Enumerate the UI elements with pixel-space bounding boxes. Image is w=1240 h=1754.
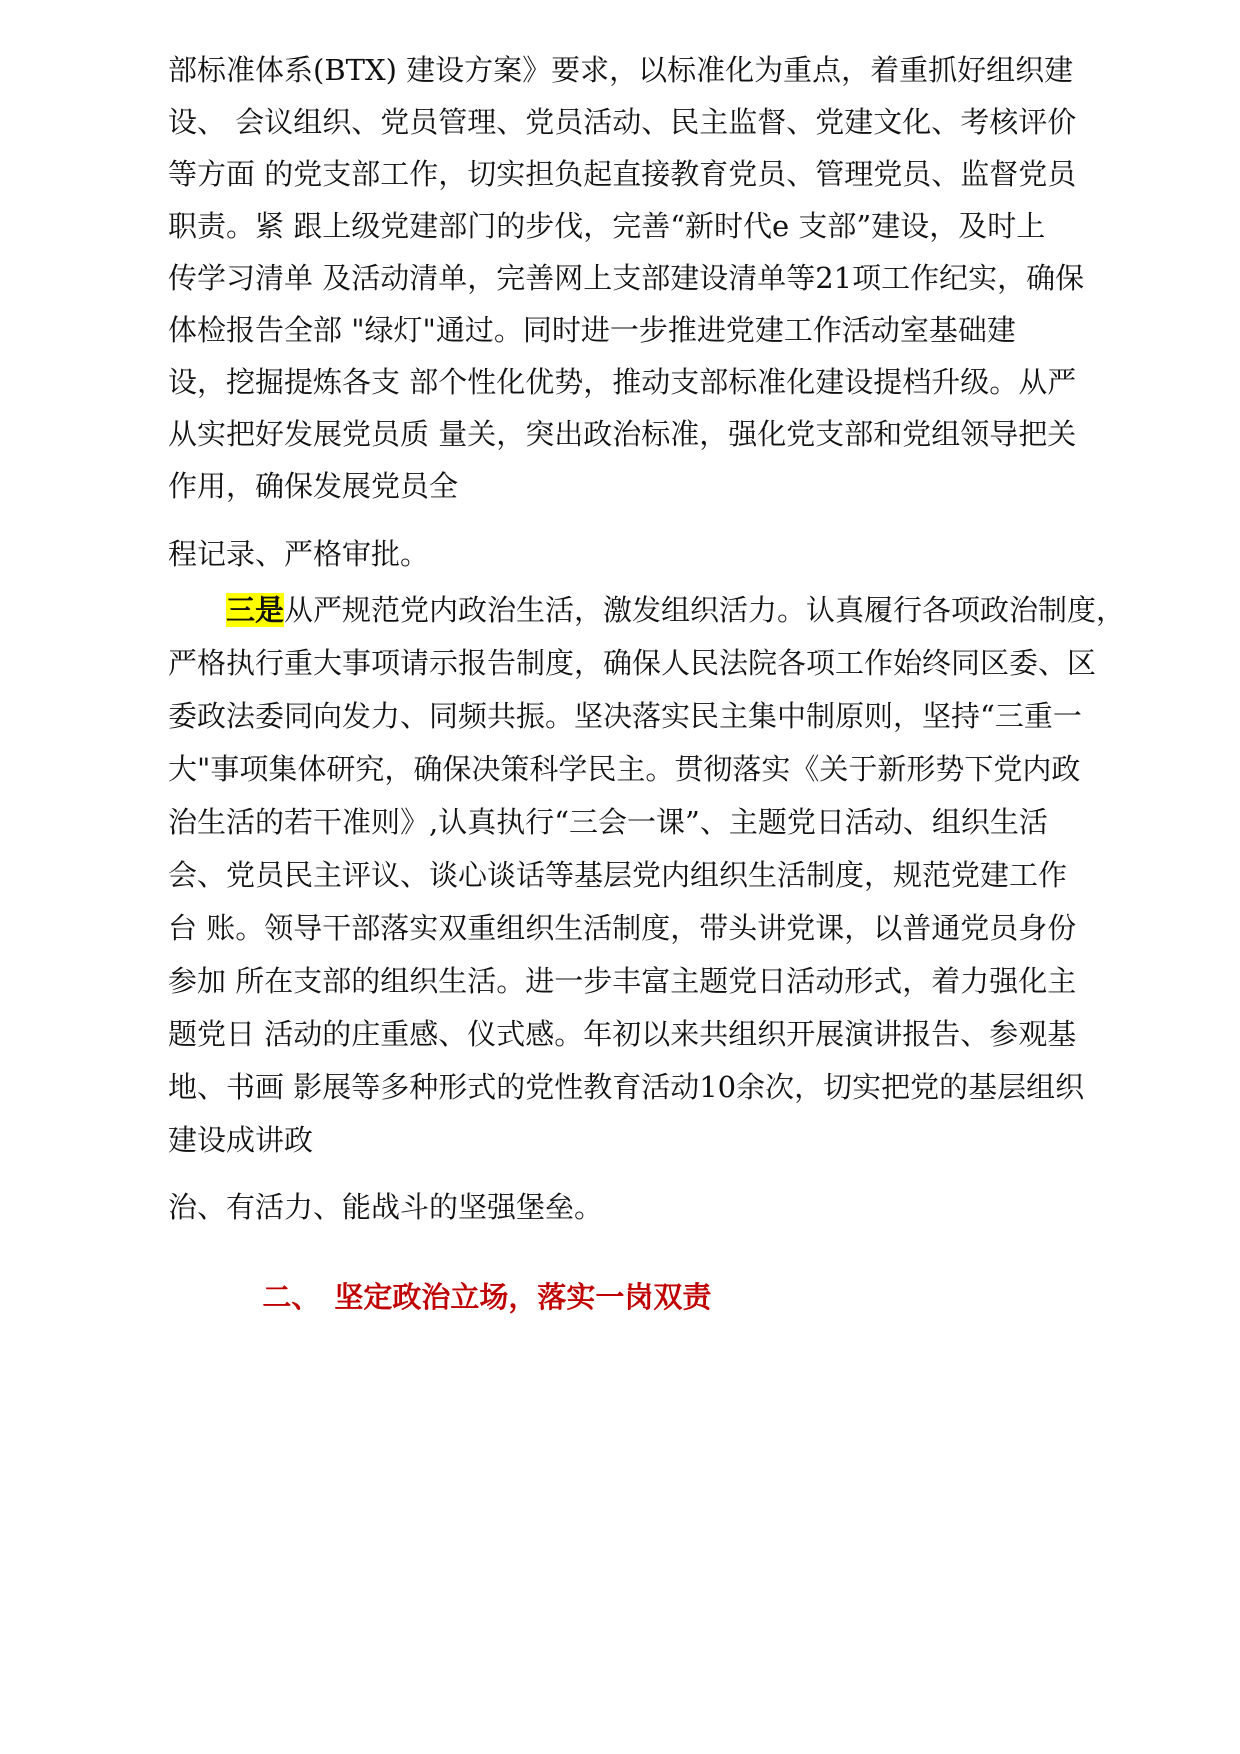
para1-line-8: 从实把好发展党员质 量关，突出政治标准，强化党支部和党组领导把关	[168, 417, 1077, 451]
section-heading-text: 坚定政治立场，落实一岗双责	[334, 1280, 712, 1314]
section-marker-highlight: 三是	[226, 593, 285, 627]
para1-line-6: 体检报告全部 "绿灯"通过。同时进一步推进党建工作活动室基础建	[168, 313, 1016, 347]
section-heading	[222, 1243, 711, 1351]
para2-line-11: 建设成讲政	[168, 1123, 314, 1157]
para2-first-line	[226, 592, 1125, 628]
para2-line-6: 会、党员民主评议、谈心谈话等基层党内组织生活制度，规范党建工作	[168, 858, 1068, 892]
para2-line-2: 严格执行重大事项请示报告制度，确保人民法院各项工作始终同区委、区	[168, 646, 1097, 680]
para1-line-9: 作用，确保发展党员全	[168, 469, 459, 503]
para2-line-7: 台 账。领导干部落实双重组织生活制度，带头讲党课，以普通党员身份	[168, 911, 1077, 945]
para1-line-4: 职责。紧 跟上级党建部门的步伐，完善“新时代e 支部”建设，及时上	[168, 209, 1046, 243]
para2-line-12: 治、有活力、能战斗的坚强堡垒。	[168, 1190, 604, 1224]
para2-line-3: 委政法委同向发力、同频共振。坚决落实民主集中制原则，坚持“三重一	[168, 699, 1082, 733]
para2-line-4: 大"事项集体研究，确保决策科学民主。贯彻落实《关于新形势下党内政	[168, 752, 1081, 786]
para2-line-10: 地、书画 影展等多种形式的党性教育活动10余次，切实把党的基层组织	[168, 1070, 1085, 1104]
para2-line-8: 参加 所在支部的组织生活。进一步丰富主题党日活动形式，着力强化主	[168, 964, 1077, 998]
para1-line-10: 程记录、严格审批。	[168, 537, 430, 571]
section-heading-number: 二、	[262, 1280, 321, 1314]
para2-first-line-text: 从严规范党内政治生活，激发组织活力。认真履行各项政治制度，	[284, 593, 1126, 627]
para1-line-1: 部标准体系(BTX) 建设方案》要求，以标准化为重点，着重抓好组织建	[168, 53, 1074, 87]
para2-line-9: 题党日 活动的庄重感、仪式感。年初以来共组织开展演讲报告、参观基	[168, 1017, 1077, 1051]
para1-line-5: 传学习清单 及活动清单，完善网上支部建设清单等21项工作纪实，确保	[168, 261, 1085, 295]
para1-line-7: 设，挖掘提炼各支 部个性化优势，推动支部标准化建设提档升级。从严	[168, 365, 1077, 399]
para1-line-3: 等方面 的党支部工作，切实担负起直接教育党员、管理党员、监督党员	[168, 157, 1077, 191]
para2-line-5: 治生活的若干准则》,认真执行“三会一课”、主题党日活动、组织生活	[168, 805, 1048, 839]
para1-line-2: 设、 会议组织、党员管理、党员活动、民主监督、党建文化、考核评价	[168, 105, 1077, 139]
